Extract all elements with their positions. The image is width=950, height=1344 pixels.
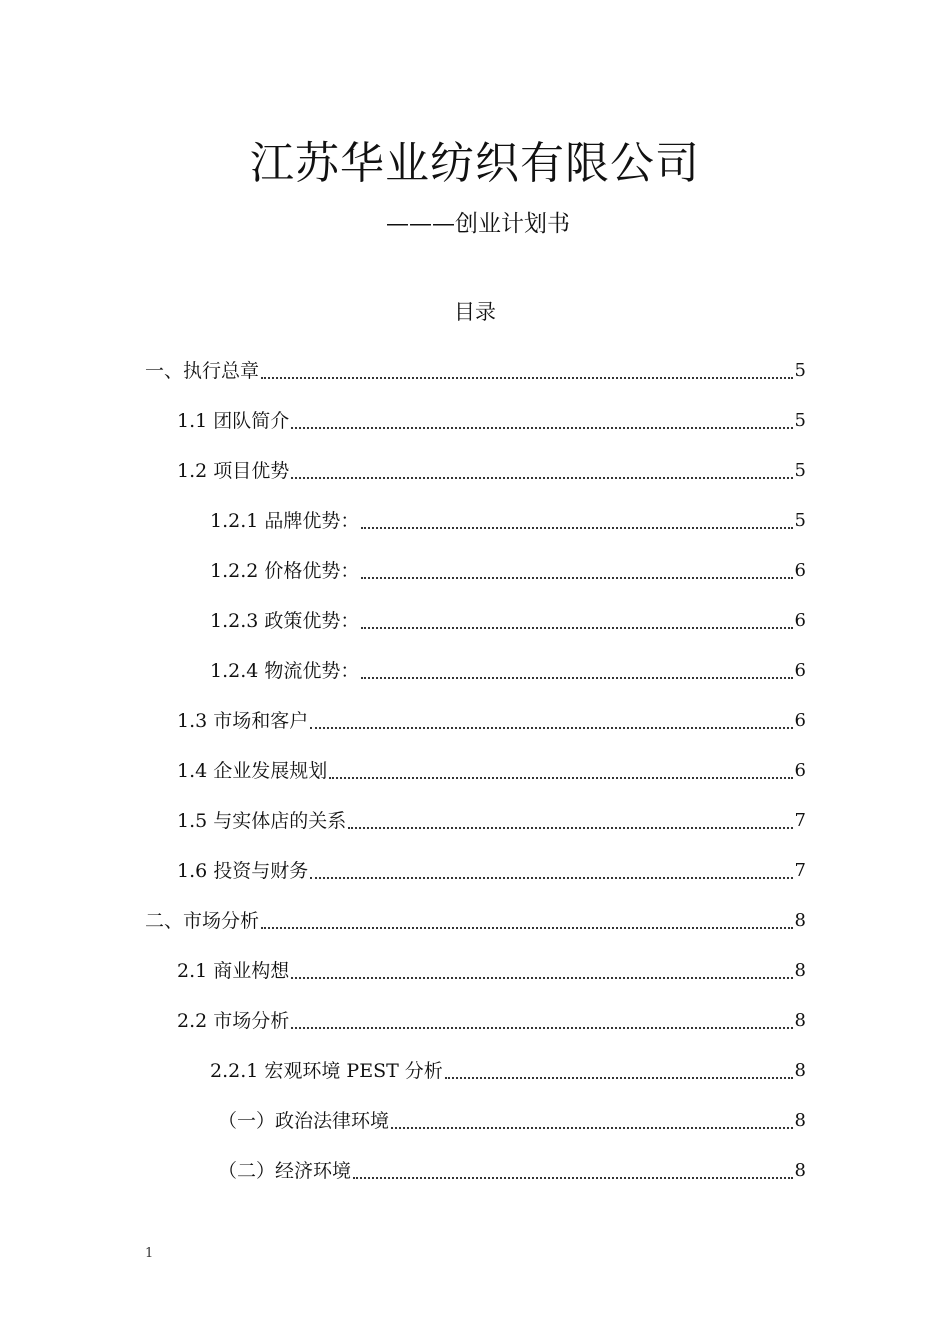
toc-entry[interactable]	[210, 550, 806, 584]
toc-leader-dots	[291, 426, 792, 429]
toc-entry-page: 5	[794, 460, 806, 481]
toc-entry[interactable]	[210, 500, 806, 534]
toc-entry-page: 6	[794, 660, 806, 681]
toc-entry[interactable]	[177, 700, 806, 734]
document-title: 江苏华业纺织有限公司	[250, 138, 700, 189]
toc-entry[interactable]	[177, 1000, 806, 1034]
toc-entry[interactable]	[177, 750, 806, 784]
toc-leader-dots	[261, 376, 793, 379]
document-subtitle: ———创业计划书	[386, 211, 570, 237]
toc-leader-dots	[353, 1176, 793, 1179]
toc-leader-dots	[445, 1076, 793, 1079]
toc-entry-label: 二、市场分析	[145, 910, 260, 932]
toc-leader-dots	[310, 726, 792, 729]
toc-leader-dots	[310, 876, 792, 879]
toc-entry-page: 5	[794, 360, 806, 381]
toc-entry-page: 5	[794, 410, 806, 431]
toc-entry-label: 1.2.4 物流优势：	[210, 660, 360, 682]
toc-entry[interactable]	[145, 900, 806, 934]
toc-entry-page: 6	[794, 610, 806, 631]
toc-entry[interactable]	[218, 1150, 806, 1184]
toc-entry-label: 2.2.1 宏观环境 PEST 分析	[210, 1060, 443, 1082]
toc-entry-page: 7	[794, 860, 806, 881]
toc-entry[interactable]	[145, 350, 806, 384]
toc-leader-dots	[261, 926, 793, 929]
toc-entry-label: 1.5 与实体店的关系	[177, 810, 347, 832]
toc-entry[interactable]	[210, 600, 806, 634]
toc-entry-page: 8	[794, 1060, 806, 1081]
toc-entry[interactable]	[177, 800, 806, 834]
toc-entry-page: 8	[794, 1160, 806, 1181]
toc-entry-page: 6	[794, 560, 806, 581]
toc-leader-dots	[348, 826, 792, 829]
toc-entry-page: 8	[794, 1010, 806, 1031]
toc-entry[interactable]	[218, 1100, 806, 1134]
toc-entry-page: 8	[794, 910, 806, 931]
toc-leader-dots	[291, 976, 792, 979]
toc-leader-dots	[291, 476, 792, 479]
toc-entry-label: 1.6 投资与财务	[177, 860, 309, 882]
toc-entry[interactable]	[210, 650, 806, 684]
toc-entry-page: 5	[794, 510, 806, 531]
toc-leader-dots	[291, 1026, 792, 1029]
toc-entry[interactable]	[177, 450, 806, 484]
toc-entry-page: 6	[794, 760, 806, 781]
toc-entry-label: 一、执行总章	[145, 360, 260, 382]
toc-entry-page: 6	[794, 710, 806, 731]
toc-entry-label: 1.2.3 政策优势：	[210, 610, 360, 632]
toc-leader-dots	[329, 776, 792, 779]
toc-entry-label: 2.2 市场分析	[177, 1010, 290, 1032]
toc-entry-label: 1.2.2 价格优势：	[210, 560, 360, 582]
toc-entry-label: （一）政治法律环境	[218, 1110, 390, 1132]
toc-entry-page: 7	[794, 810, 806, 831]
toc-entry-label: （二）经济环境	[218, 1160, 352, 1182]
toc-entry-page: 8	[794, 1110, 806, 1131]
toc-entry-page: 8	[794, 960, 806, 981]
toc-leader-dots	[361, 676, 792, 679]
toc-entry-label: 2.1 商业构想	[177, 960, 290, 982]
toc-entry-label: 1.1 团队简介	[177, 410, 290, 432]
toc-entry-label: 1.2 项目优势	[177, 460, 290, 482]
toc-entry[interactable]	[210, 1050, 806, 1084]
toc-heading: 目录	[454, 300, 496, 324]
toc-leader-dots	[361, 576, 792, 579]
toc-entry[interactable]	[177, 950, 806, 984]
toc-entry[interactable]	[177, 850, 806, 884]
toc-entry-label: 1.3 市场和客户	[177, 710, 309, 732]
toc-leader-dots	[361, 626, 792, 629]
toc-entry-label: 1.2.1 品牌优势：	[210, 510, 360, 532]
toc-leader-dots	[391, 1126, 793, 1129]
toc-entry-label: 1.4 企业发展规划	[177, 760, 328, 782]
page-number: 1	[145, 1246, 154, 1261]
toc-entry[interactable]	[177, 400, 806, 434]
toc-leader-dots	[361, 526, 792, 529]
